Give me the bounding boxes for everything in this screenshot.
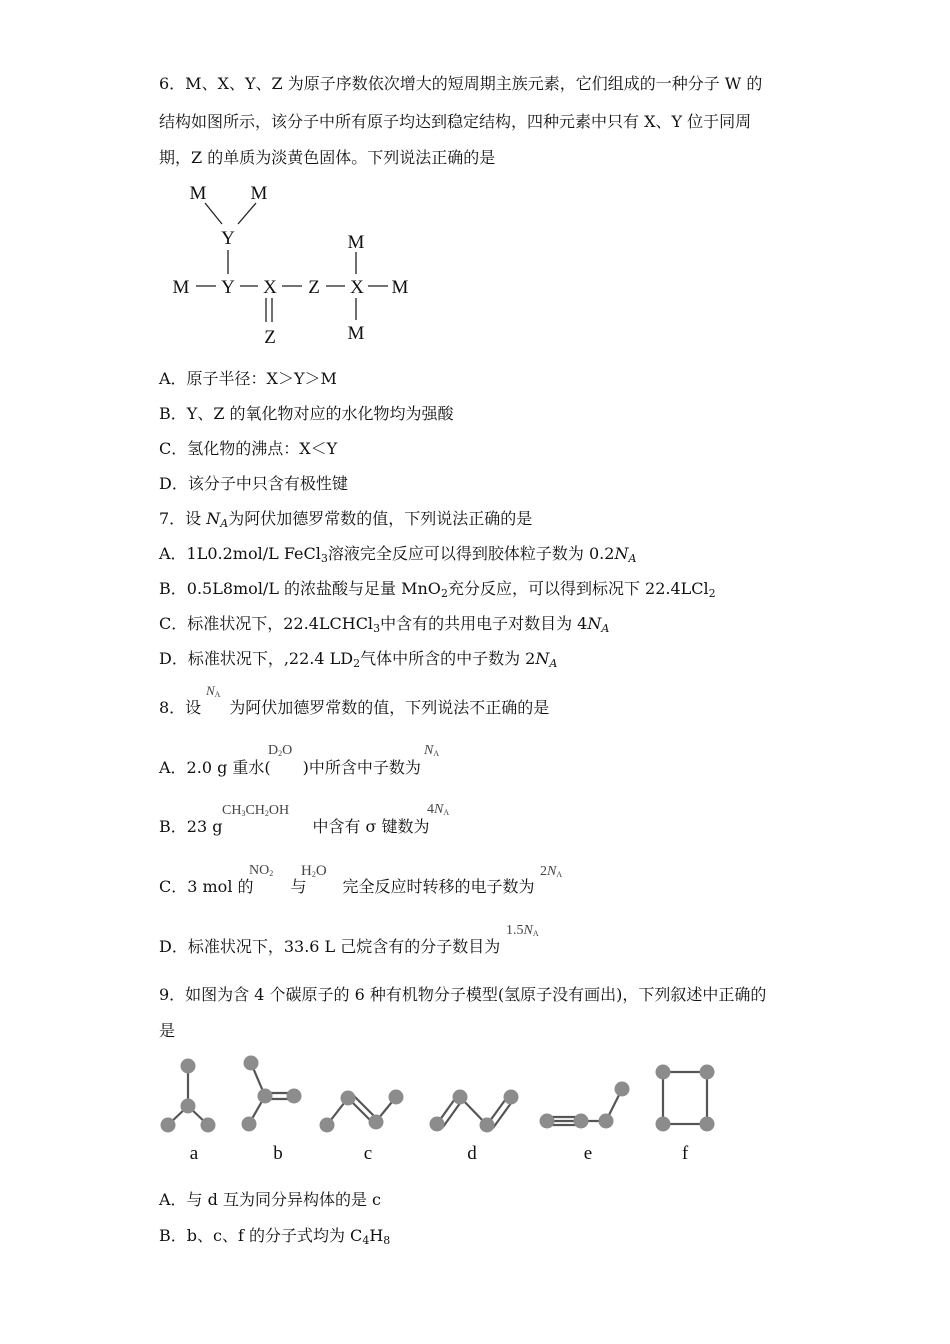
q6-option-b: B．Y、Z 的氧化物对应的水化物均为强酸	[159, 404, 454, 423]
q7-option-d	[159, 648, 557, 675]
h2o-formula: H2O	[301, 863, 327, 879]
carbon-atom	[161, 1118, 176, 1133]
carbon-atom	[181, 1099, 196, 1114]
atom-y: Y	[221, 228, 235, 249]
q6-option-c: C．氢化物的沸点：X＜Y	[159, 439, 338, 458]
na-subscript: A	[549, 657, 558, 670]
q8-option-b	[159, 816, 430, 838]
atom-m: M	[347, 323, 365, 344]
q6-stem-line-2: 结构如图所示，该分子中所有原子均达到稳定结构，四种元素中只有 X、Y 位于同周	[159, 112, 752, 131]
q6-stem-line-1: 6．M、X、Y、Z 为原子序数依次增大的短周期主族元素，它们组成的一种分子 W 的	[159, 74, 763, 93]
carbon-atom	[480, 1118, 495, 1133]
q8-a-text-1: A．2.0 g 重水(	[159, 758, 271, 777]
q8-stem	[159, 697, 549, 719]
model-label-b: b	[273, 1143, 283, 1164]
atom-m: M	[250, 183, 268, 204]
q9-b-sub-8: 8	[383, 1234, 391, 1247]
q7-b-text-1: B．0.5L8mol/L 的浓盐酸与足量 MnO	[159, 579, 441, 598]
na-formula: 4NA	[427, 802, 450, 817]
q7-b-sub-2: 2	[708, 587, 716, 600]
carbon-atom	[504, 1090, 519, 1105]
carbon-atom	[389, 1090, 404, 1105]
carbon-atom	[540, 1114, 555, 1129]
ethanol-formula: CH3CH2OH	[222, 803, 290, 818]
q7-stem-prefix: 7．设	[159, 509, 207, 528]
q7-option-a	[159, 543, 636, 570]
atom-m: M	[391, 277, 409, 298]
q7-c-text-2: 中含有的共用电子对数目为 4	[380, 614, 588, 633]
carbon-atom	[430, 1117, 445, 1132]
q9-stem-line-2: 是	[159, 1021, 176, 1040]
atom-z: Z	[308, 277, 320, 298]
q9-option-b	[159, 1225, 390, 1252]
no2-formula: NO2	[249, 863, 274, 878]
q7-d-sub: 2	[353, 657, 361, 670]
q9-option-a: A．与 d 互为同分异构体的是 c	[159, 1190, 382, 1209]
q7-a-sub: 3	[320, 552, 328, 565]
q8-d-text-1: D．标准状况下，33.6 L 己烷含有的分子数目为	[159, 937, 501, 956]
na-symbol: N	[535, 649, 550, 668]
atom-x: X	[263, 277, 277, 298]
model-label-d: d	[467, 1143, 477, 1164]
q6-option-a: A．原子半径：X＞Y＞M	[159, 369, 337, 388]
na-subscript: A	[220, 517, 229, 530]
na-formula: 1.5NA	[506, 923, 539, 938]
atom-m: M	[189, 183, 207, 204]
d2o-formula: D2O	[268, 743, 293, 758]
na-symbol: N	[206, 509, 221, 528]
carbon-atom	[341, 1091, 356, 1106]
model-label-a: a	[189, 1143, 199, 1164]
q8-prefix: 8．设	[159, 698, 202, 717]
carbon-atom	[453, 1090, 468, 1105]
atom-y: Y	[221, 277, 235, 298]
q7-option-b	[159, 578, 716, 605]
model-label-e: e	[583, 1143, 593, 1164]
q7-b-text-2: 充分反应，可以得到标况下 22.4LCl	[447, 579, 709, 598]
q8-b-text-2: 中含有 σ 键数为	[312, 817, 430, 836]
q7-option-c	[159, 613, 609, 640]
q7-c-text-1: C．标准状况下，22.4LCHCl	[159, 614, 374, 633]
q8-a-text-2: )中所含中子数为	[302, 758, 421, 777]
carbon-atom	[320, 1118, 335, 1133]
carbon-atom	[369, 1115, 384, 1130]
q8-option-d	[159, 936, 500, 958]
q6-stem-line-3: 期，Z 的单质为淡黄色固体。下列说法正确的是	[159, 148, 496, 167]
q7-d-text-2: 气体中所含的中子数为 2	[360, 649, 536, 668]
na-symbol: N	[614, 544, 629, 563]
carbon-atom	[599, 1114, 614, 1129]
q7-stem	[159, 508, 532, 535]
atom-m: M	[172, 277, 190, 298]
carbon-atom	[201, 1118, 216, 1133]
na-formula: 2NA	[540, 864, 563, 879]
carbon-atom	[700, 1117, 715, 1132]
carbon-atom	[181, 1059, 196, 1074]
q8-option-a	[159, 757, 421, 779]
q7-a-text-2: 溶液完全反应可以得到胶体粒子数为 0.2	[327, 544, 615, 563]
na-subscript: A	[601, 622, 610, 635]
na-formula: NA	[206, 683, 221, 699]
q8-c-text-2: 完全反应时转移的电子数为	[342, 877, 535, 896]
carbon-atom	[287, 1089, 302, 1104]
q9-b-h: H	[369, 1226, 384, 1245]
carbon-atom	[258, 1089, 273, 1104]
q7-d-text-1: D．标准状况下，,22.4 LD	[159, 649, 354, 668]
q9-b-sub-4: 4	[362, 1234, 370, 1247]
q8-b-text-1: B．23 g	[159, 817, 223, 836]
carbon-atom	[656, 1065, 671, 1080]
q8-c-mid: 与	[290, 877, 307, 896]
carbon-atom	[242, 1117, 257, 1132]
atom-z: Z	[264, 327, 276, 348]
carbon-atom	[700, 1065, 715, 1080]
na-symbol: N	[587, 614, 602, 633]
na-subscript: A	[628, 552, 637, 565]
q7-c-sub: 3	[373, 622, 381, 635]
carbon-atoms	[161, 1056, 715, 1133]
q8-c-text-1: C．3 mol 的	[159, 877, 254, 896]
model-label-f: f	[681, 1143, 689, 1164]
atom-m: M	[347, 232, 365, 253]
q6-option-d: D．该分子中只含有极性键	[159, 474, 348, 493]
molecule-models-figure	[0, 1040, 950, 1170]
q8-stem-text: 为阿伏加德罗常数的值，下列说法不正确的是	[229, 698, 550, 717]
carbon-atom	[615, 1082, 630, 1097]
q7-b-sub-1: 2	[440, 587, 448, 600]
carbon-atom	[574, 1114, 589, 1129]
molecule-w-structure	[0, 0, 950, 360]
q9-stem-line-1: 9．如图为含 4 个碳原子的 6 种有机物分子模型(氢原子没有画出)，下列叙述中正确的	[159, 985, 767, 1004]
model-label-c: c	[363, 1143, 373, 1164]
atom-x: X	[350, 277, 364, 298]
q8-option-c	[159, 876, 535, 898]
q7-stem-text: 为阿伏加德罗常数的值，下列说法正确的是	[228, 509, 533, 528]
q9-b-text: B．b、c、f 的分子式均为 C	[159, 1226, 363, 1245]
carbon-atom	[656, 1117, 671, 1132]
na-formula: NA	[424, 743, 440, 758]
carbon-atom	[244, 1056, 259, 1071]
q7-a-text-1: A．1L0.2mol/L FeCl	[159, 544, 321, 563]
